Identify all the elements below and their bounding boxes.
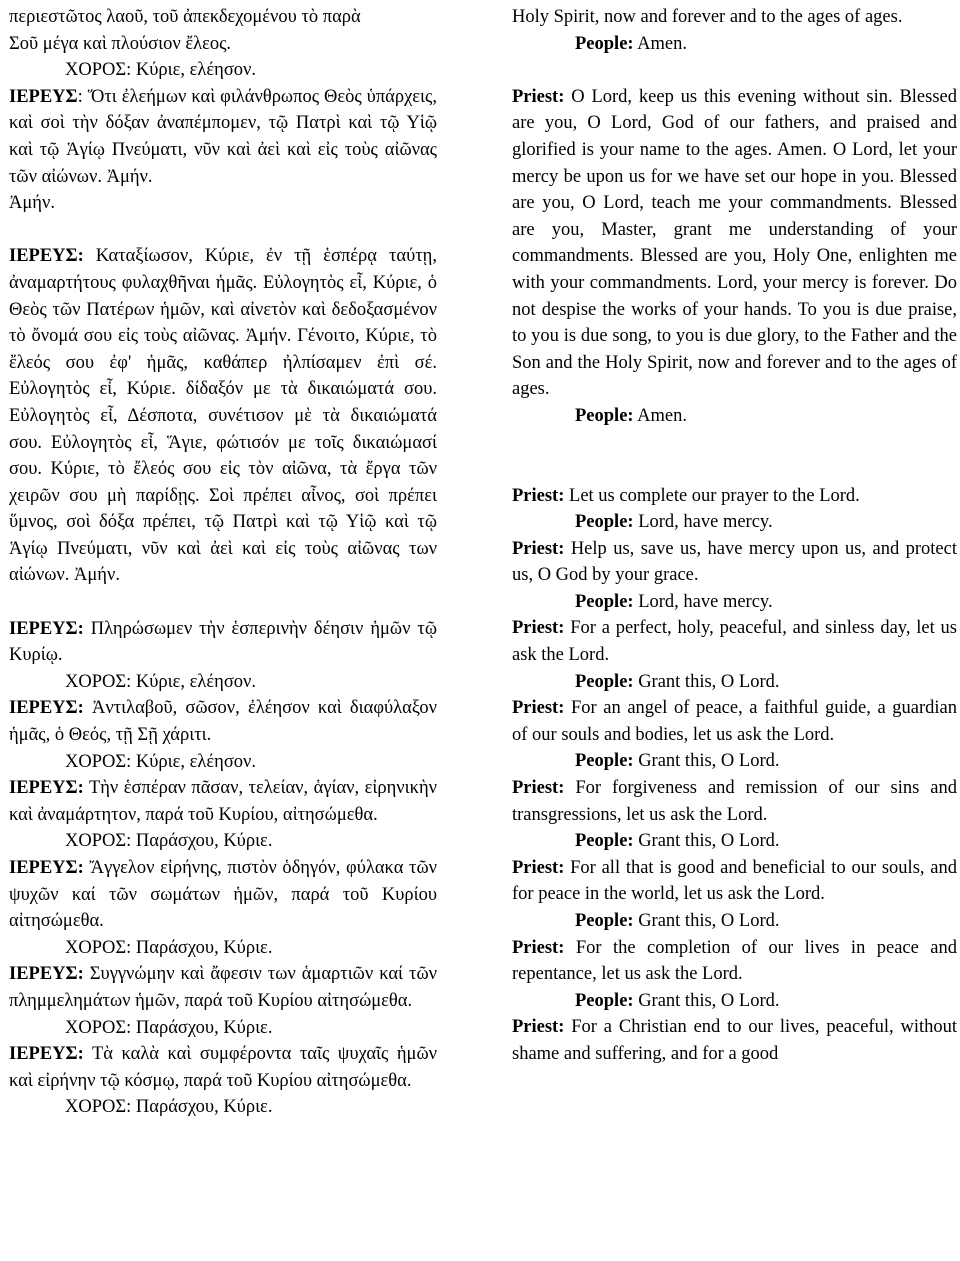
people-label: People: [575,405,634,426]
choir-text: : Παράσχου, Κύριε. [126,937,273,958]
choir-text: : Κύριε, ελέησον. [126,60,257,81]
greek-petition [9,855,437,961]
english-keep-us [512,84,957,403]
petition-text [9,695,437,748]
english-petition [512,855,957,935]
priest-text: Let us complete our prayer to the Lord. [564,485,860,506]
english-petition [512,775,957,855]
priest-text: Τὰ καλὰ καὶ συμφέροντα ταῖς ψυχαῖς ἡμῶν καὶ εἰρήνην τῷ κόσμῳ, παρά τοῦ Κυρίου αἰτησώμεθα. [9,1044,437,1091]
priest-label: Priest: [512,485,565,506]
english-petition [512,483,957,536]
priest-label: ΙΕΡΕΥΣ: [9,618,84,639]
people-label: People: [575,33,634,54]
priest-text: O Lord, keep us this evening without sin. Blessed are you, O Lord, God of our fathers, and praised and glorified is your name to the ages. Amen. O Lord, let your mercy be upon us for we have set our hope in you. Blessed are you, O Lord, teach me your commandments. Blessed are you, Master, grant me understanding of your commandments. Blessed are you, Holy One, enlighten me with your commandments. Lord, your mercy is forever. Do not despise the works of your hands. To you is due praise, to you is due song, to you is due glory, to the Father and the Son and the Holy Spirit, now and forever and to the ages of ages. [512,86,957,400]
petition-text [512,615,957,668]
english-final-petition [512,1014,957,1067]
priest-label: Priest: [512,86,565,107]
petition-text [9,775,437,828]
choir-label: ΧΟΡΟΣ [65,831,127,852]
response [575,509,957,536]
petition-text [512,536,957,589]
english-petition [512,695,957,775]
priest-text: : Ὅτι ἐλεήμων καὶ φιλάνθρωπος Θεὸς ὑπάρχεις, καὶ σοὶ τὴν δόξαν ἀναπέμπομεν, τῷ Πατρὶ καὶ τῷ Υἱῷ καὶ τῷ Ἁγίῳ Πνεύματι, νῦν καὶ ἀεὶ καὶ εἰς τοὺς αἰῶνας τῶν αἰώνων. Ἀμήν. [9,86,437,187]
priest-label: Priest: [512,618,565,639]
greek-petition [9,616,437,696]
petition-text [9,616,437,669]
priest-label: Priest: [512,778,565,799]
response [65,669,437,696]
people-text: Grant this, O Lord. [633,671,780,692]
priest-label: ΙΕΡΕΥΣ [9,86,78,107]
priest-label: ΙΕΡΕΥΣ: [9,246,84,267]
english-intro: Holy Spirit, now and forever and to the ages of ages. [512,7,903,27]
people-text: Lord, have mercy. [633,591,773,612]
greek-petition [9,1041,437,1121]
choir-label: ΧΟΡΟΣ [65,1097,127,1118]
response [65,1094,437,1121]
priest-label: ΙΕΡΕΥΣ: [9,698,84,719]
people-text: Grant this, O Lord. [633,990,780,1011]
priest-label: Priest: [512,857,565,878]
choir-label: ΧΟΡΟΣ [65,937,127,958]
petition-text [512,855,957,908]
choir-text: : Παράσχου, Κύριε. [126,1097,273,1118]
people-text: Grant this, O Lord. [633,751,780,772]
greek-kataxioson [9,243,437,589]
people-label: People: [575,990,634,1011]
people-label: People: [575,911,634,931]
choir-label: ΧΟΡΟΣ [65,751,127,772]
priest-label: ΙΕΡΕΥΣ: [9,1044,84,1065]
priest-text: Ἀντιλαβοῦ, σῶσον, ἐλέησον καὶ διαφύλαξον ἡμᾶς, ὁ Θεός, τῇ Σῇ χάριτι. [9,698,437,746]
response [575,669,957,696]
petition-text [512,695,957,748]
petition-text [9,855,437,935]
english-litany [512,483,957,1068]
people-label: People: [575,671,634,692]
greek-litany [9,616,437,1121]
english-petition [512,935,957,1015]
choir-label: ΧΟΡΟΣ [65,1017,127,1038]
response [65,828,437,855]
greek-petition [9,961,437,1041]
people-text: Amen. [633,405,688,426]
petition-text [512,935,957,988]
response [65,749,437,776]
greek-blessing [9,84,437,190]
response [575,748,957,775]
priest-label: Priest: [512,1017,565,1038]
petition-text [9,1041,437,1094]
priest-text: Ἄγγελον εἰρήνης, πιστὸν ὁδηγόν, φύλακα τῶν ψυχῶν καί τῶν σωμάτων ἡμῶν, παρά τοῦ Κυρίου αἰτησώμεθα. [9,858,437,932]
response [65,935,437,962]
people-label: People: [575,831,634,852]
english-petition [512,615,957,695]
english-column [512,4,957,1068]
priest-text: Πληρώσωμεν τὴν ἑσπερινὴν δέησιν ἡμῶν τῷ Κυρίῳ. [9,618,437,666]
priest-text: Τὴν ἑσπέραν πᾶσαν, τελείαν, ἁγίαν, εἰρηνικὴν καὶ ἀναμάρτητον, παρά τοῦ Κυρίου, αἰτησώμεθα. [9,778,437,825]
people-text: Amen. [633,33,688,54]
greek-choir-response [65,57,437,84]
people-text: Grant this, O Lord. [633,911,780,931]
greek-intro-line-1: περιεστῶτος λαοῦ, τοῦ ἀπεκδεχομένου τὸ παρὰ [9,7,361,27]
petition-text [9,961,437,1014]
response [65,1015,437,1042]
priest-text: For all that is good and beneficial to our souls, and for peace in the world, let us ask the Lord. [512,857,957,905]
people-text: Lord, have mercy. [633,512,773,533]
priest-text: Συγγνώμην καὶ ἄφεσιν των ἁμαρτιῶν καί τῶν πλημμελημάτων ἡμῶν, παρά τοῦ Κυρίου αἰτησώμεθα. [9,964,437,1011]
choir-text: : Παράσχου, Κύριε. [126,831,273,852]
people-label: People: [575,591,634,612]
greek-petition [9,775,437,855]
priest-label: ΙΕΡΕΥΣ: [9,858,84,878]
petition-text [512,775,957,828]
priest-text: For forgiveness and remission of our sins and transgressions, let us ask the Lord. [512,778,957,825]
response [575,908,957,935]
priest-label: Priest: [512,698,565,719]
choir-label: ΧΟΡΟΣ [65,60,127,81]
people-text: Grant this, O Lord. [633,831,780,852]
priest-label: Priest: [512,937,565,958]
people-response [575,31,957,58]
response [575,828,957,855]
greek-column [9,4,437,1121]
people-label: People: [575,751,634,772]
priest-text: For an angel of peace, a faithful guide, a guardian of our souls and bodies, let us ask the Lord. [512,698,957,745]
greek-amen: Ἀμήν. [9,193,55,214]
priest-label: Priest: [512,538,565,559]
response [575,988,957,1015]
response [575,589,957,616]
choir-label: ΧΟΡΟΣ [65,671,127,692]
priest-text: Help us, save us, have mercy upon us, and protect us, O God by your grace. [512,538,957,586]
petition-text [512,483,957,510]
priest-label: ΙΕΡΕΥΣ: [9,964,84,985]
priest-text: For a Christian end to our lives, peaceful, without shame and suffering, and for a good [512,1017,957,1064]
greek-petition [9,695,437,775]
priest-text: Καταξίωσον, Κύριε, ἐν τῇ ἑσπέρᾳ ταύτῃ, ἀναμαρτήτους φυλαχθῆναι ἡμᾶς. Εὐλογητὸς εἶ, Κύριε, ὁ Θεὸς τῶν Πατέρων ἡμῶν, καὶ αἰνετὸν καὶ δεδοξασμένον τὸ ὄνομά σου εἰς τοὺς αἰῶνας. Ἀμήν. Γένοιτο, Κύριε, τὸ ἔλεός σου ἐφ' ἡμᾶς, καθάπερ ἠλπίσαμεν ἐπὶ σέ. Εὐλογητὸς εἶ, Κύριε. δίδαξόν με τὰ δικαιώματά σου. Εὐλογητὸς εἶ, Δέσποτα, συνέτισον μὲ τὰ δικαιώματά σου. Εὐλογητὸς εἶ, Ἅγιε, φώτισόν με τοῖς δικαιώμασί σου. Κύριε, τὸ ἔλεός σου εἰς τὸν αἰῶνα, τὰ ἔργα τῶν χειρῶν σου μὴ παρίδῃς. Σοὶ πρέπει αἶνος, σοὶ πρέπει ὕμνος, σοὶ δόξα πρέπει, τῷ Πατρὶ καὶ τῷ Υἱῷ καὶ τῷ Ἁγίῳ Πνεύματι, νῦν καὶ ἀεὶ καὶ εἰς τοὺς αἰῶνας των αἰώνων. Ἀμήν. [9,246,437,586]
priest-text: For a perfect, holy, peaceful, and sinless day, let us ask the Lord. [512,618,957,666]
choir-text: : Κύριε, ελέησον. [126,671,257,692]
people-label: People: [575,512,634,533]
people-response [575,403,957,430]
priest-text: For the completion of our lives in peace and repentance, let us ask the Lord. [512,937,957,985]
choir-text: : Παράσχου, Κύριε. [126,1017,273,1038]
english-petition [512,536,957,616]
greek-intro-line-2: Σοῦ μέγα καὶ πλούσιον ἔλεος. [9,33,232,54]
choir-text: : Κύριε, ελέησον. [126,751,257,772]
priest-label: ΙΕΡΕΥΣ: [9,778,84,799]
